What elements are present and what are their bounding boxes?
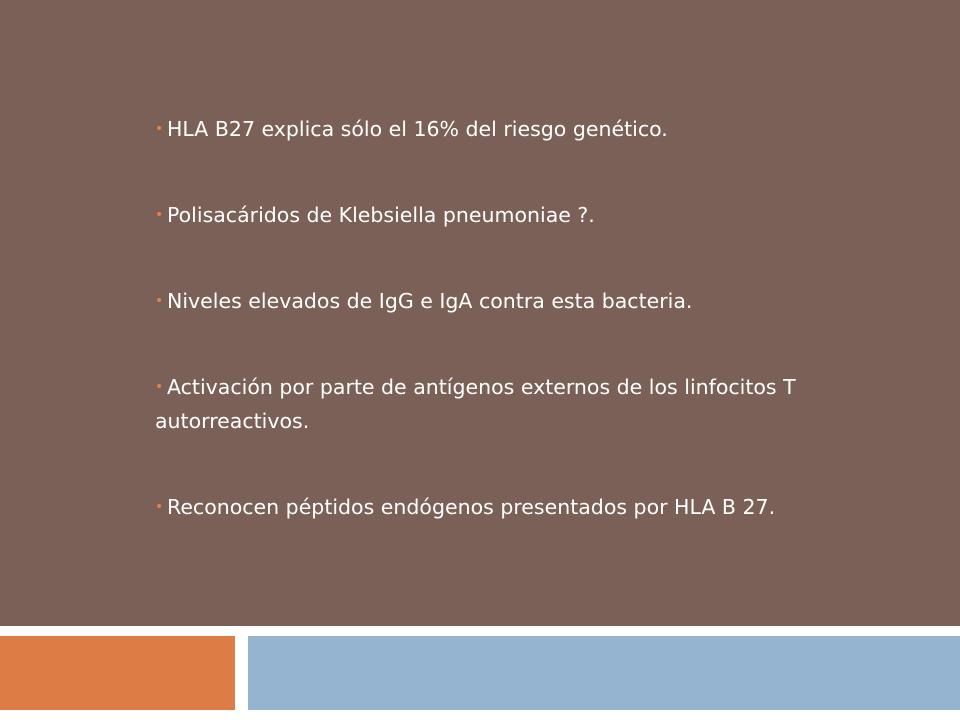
bullet-text: Activación por parte de antígenos externos de los linfocitos T autorreactivos. — [155, 375, 796, 433]
bullet-dot-icon: • — [155, 379, 164, 395]
bullet-item — [155, 198, 815, 232]
bullet-item — [155, 284, 815, 318]
bullet-list — [155, 112, 815, 576]
bullet-dot-icon: • — [155, 293, 164, 309]
bullet-text: Niveles elevados de IgG e IgA contra esta bacteria. — [167, 289, 693, 313]
footer-accent-block-right — [248, 636, 960, 710]
bullet-dot-icon: • — [155, 207, 164, 223]
footer-accent-block-left — [0, 636, 235, 710]
bullet-item — [155, 370, 815, 438]
bullet-item — [155, 112, 815, 146]
bullet-dot-icon: • — [155, 499, 164, 515]
bullet-text: Polisacáridos de Klebsiella pneumoniae ?. — [167, 203, 595, 227]
bullet-dot-icon: • — [155, 121, 164, 137]
bullet-text: Reconocen péptidos endógenos presentados por HLA B 27. — [167, 495, 776, 519]
bullet-text: HLA B27 explica sólo el 16% del riesgo genético. — [167, 117, 668, 141]
bullet-item — [155, 490, 815, 524]
